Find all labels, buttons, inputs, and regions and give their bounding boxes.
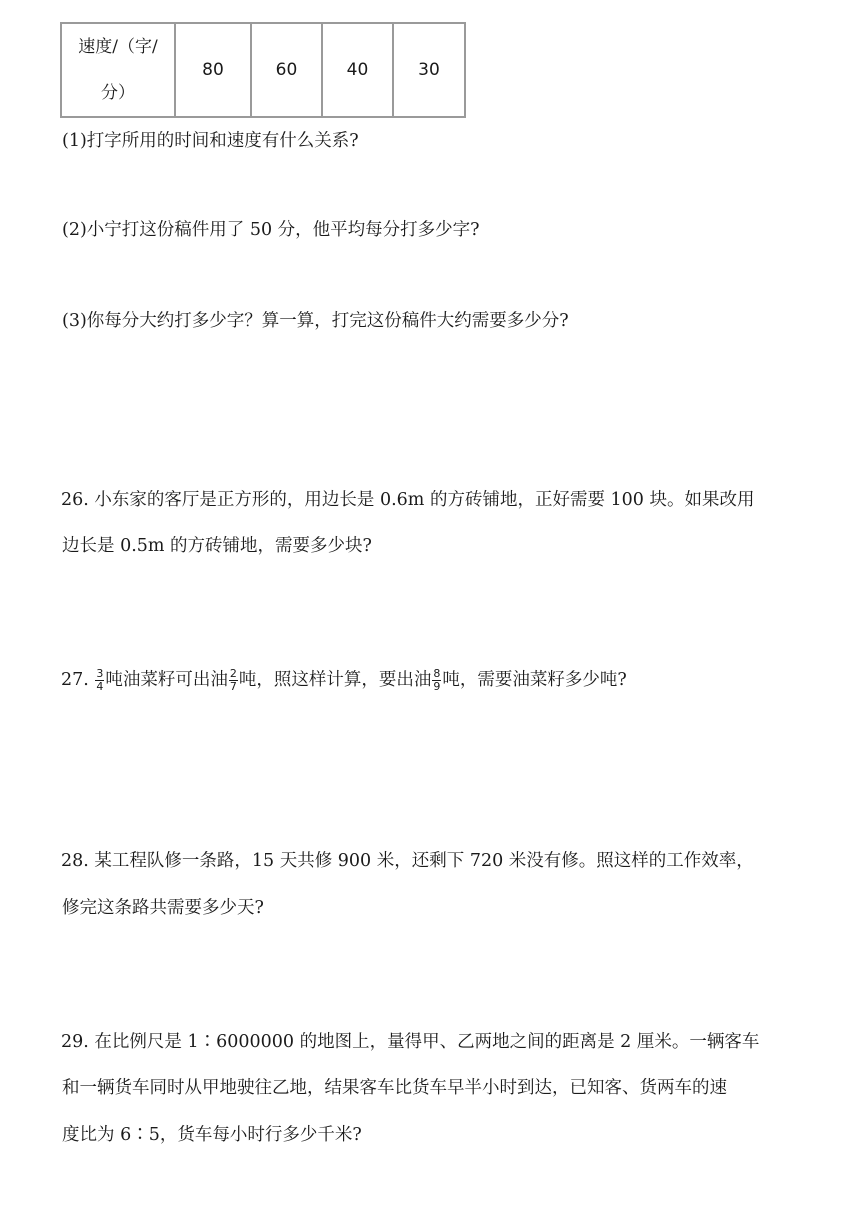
q28-line2: 修完这条路共需要多少天? — [62, 898, 264, 918]
q27-prefix: 27. — [61, 670, 95, 690]
q29-line2: 和一辆货车同时从甲地驶往乙地，结果客车比货车早半小时到达，已知客、货两车的速 — [62, 1078, 727, 1098]
fraction-numerator: 2 — [229, 667, 237, 680]
q27-part2: 吨，照这样计算，要出油 — [238, 670, 432, 690]
header-line-1: 速度/（字/ — [78, 37, 158, 57]
q27-part3: 吨，需要油菜籽多少吨? — [442, 670, 627, 690]
q25-sub3: (3)你每分大约打多少字？算一算，打完这份稿件大约需要多少分? — [62, 311, 569, 331]
speed-table — [60, 22, 466, 118]
fraction-denominator: 4 — [96, 680, 104, 693]
q25-sub2: (2)小宁打这份稿件用了 50 分，他平均每分打多少字? — [62, 220, 480, 240]
fraction-numerator: 3 — [96, 667, 104, 680]
q26-line2: 边长是 0.5m 的方砖铺地，需要多少块? — [62, 536, 372, 556]
q29-line1: 29. 在比例尺是 1∶6000000 的地图上，量得甲、乙两地之间的距离是 2 厘米。一辆客车 — [61, 1032, 760, 1052]
fraction-two-sevenths — [229, 668, 238, 693]
fraction-numerator: 8 — [433, 667, 441, 680]
table-cell: 30 — [393, 23, 465, 117]
q26-line1: 26. 小东家的客厅是正方形的，用边长是 0.6m 的方砖铺地，正好需要 100 块。如果改用 — [61, 490, 755, 510]
header-line-2: 分） — [101, 83, 135, 103]
fraction-denominator: 9 — [433, 680, 441, 693]
q27-line — [61, 668, 627, 693]
table-header-cell — [61, 23, 175, 117]
fraction-three-quarters — [95, 668, 104, 693]
table-row — [61, 23, 465, 117]
q28-line1: 28. 某工程队修一条路，15 天共修 900 米，还剩下 720 米没有修。照这样的工作效率， — [61, 851, 754, 871]
q29-line3: 度比为 6∶5，货车每小时行多少千米? — [62, 1125, 362, 1145]
table-cell: 60 — [251, 23, 322, 117]
table-cell: 80 — [175, 23, 251, 117]
fraction-denominator: 7 — [229, 680, 237, 693]
fraction-eight-ninths — [432, 668, 441, 693]
table-cell: 40 — [322, 23, 393, 117]
q27-part1: 吨油菜籽可出油 — [105, 670, 228, 690]
q25-sub1: (1)打字所用的时间和速度有什么关系? — [62, 131, 359, 151]
